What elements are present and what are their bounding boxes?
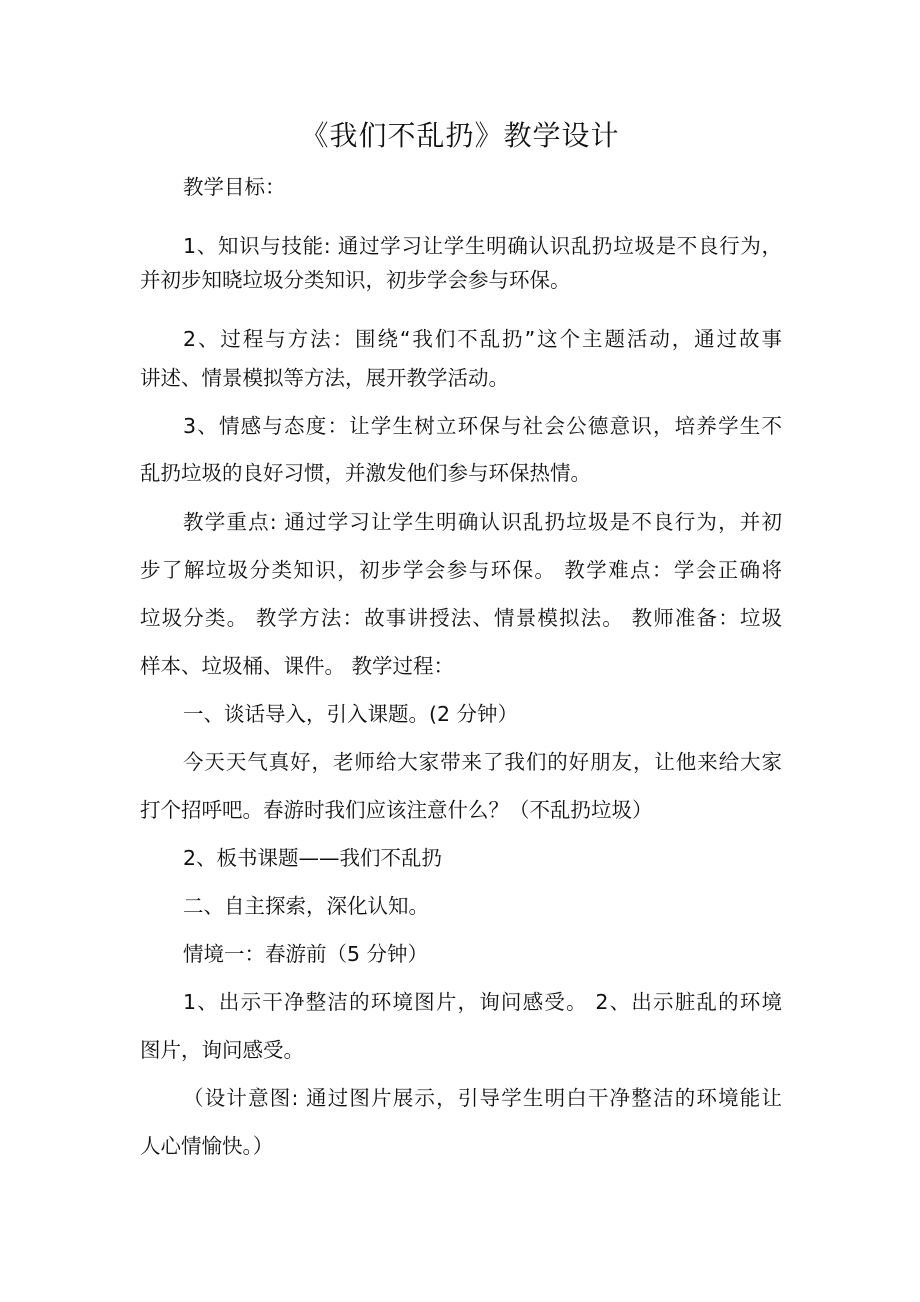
- paragraph-line: 2、过程与方法：围绕“我们不乱扔”这个主题活动，通过故事: [183, 327, 782, 351]
- paragraph-line: 2、板书课题——我们不乱扔: [183, 846, 443, 870]
- paragraph-line: 今天天气真好，老师给大家带来了我们的好朋友，让他来给大家: [183, 750, 782, 774]
- paragraph-line: 垃圾分类。 教学方法：故事讲授法、情景模拟法。 教师准备：垃圾: [140, 606, 782, 630]
- paragraph-line: 并初步知晓垃圾分类知识，初步学会参与环保。: [140, 268, 571, 292]
- paragraph-line: 打个招呼吧。春游时我们应该注意什么？（不乱扔垃圾）: [140, 798, 653, 822]
- paragraph-line: 乱扔垃圾的良好习惯，并激发他们参与环保热情。: [140, 461, 591, 485]
- paragraph-line: 1、出示干净整洁的环境图片，询问感受。 2、出示脏乱的环境: [183, 990, 782, 1014]
- paragraph-line: 讲述、情景模拟等方法，展开教学活动。: [140, 366, 509, 390]
- paragraph-line: （设计意图: 通过图片展示，引导学生明白干净整洁的环境能让: [183, 1086, 782, 1110]
- paragraph-line: 3、情感与态度：让学生树立环保与社会公德意识，培养学生不: [183, 414, 782, 438]
- paragraph-line: 图片，询问感受。: [140, 1038, 304, 1062]
- document-title: 《我们不乱扔》教学设计: [300, 119, 620, 152]
- paragraph-line: 教学目标：: [183, 175, 286, 199]
- paragraph-line: 人心情愉快。）: [140, 1134, 274, 1158]
- paragraph-line: 样本、垃圾桶、课件。 教学过程：: [140, 654, 455, 678]
- paragraph-line: 步了解垃圾分类知识，初步学会参与环保。 教学难点：学会正确将: [140, 558, 782, 582]
- paragraph-line: 1、知识与技能: 通过学习让学生明确认识乱扔垃圾是不良行为，: [183, 234, 782, 258]
- paragraph-line: 教学重点: 通过学习让学生明确认识乱扔垃圾是不良行为，并初: [183, 510, 782, 534]
- paragraph-line: 一、谈话导入，引入课题。(2 分钟）: [183, 702, 519, 726]
- paragraph-line: 情境一：春游前（5 分钟）: [183, 942, 429, 966]
- paragraph-line: 二、自主探索，深化认知。: [183, 894, 429, 918]
